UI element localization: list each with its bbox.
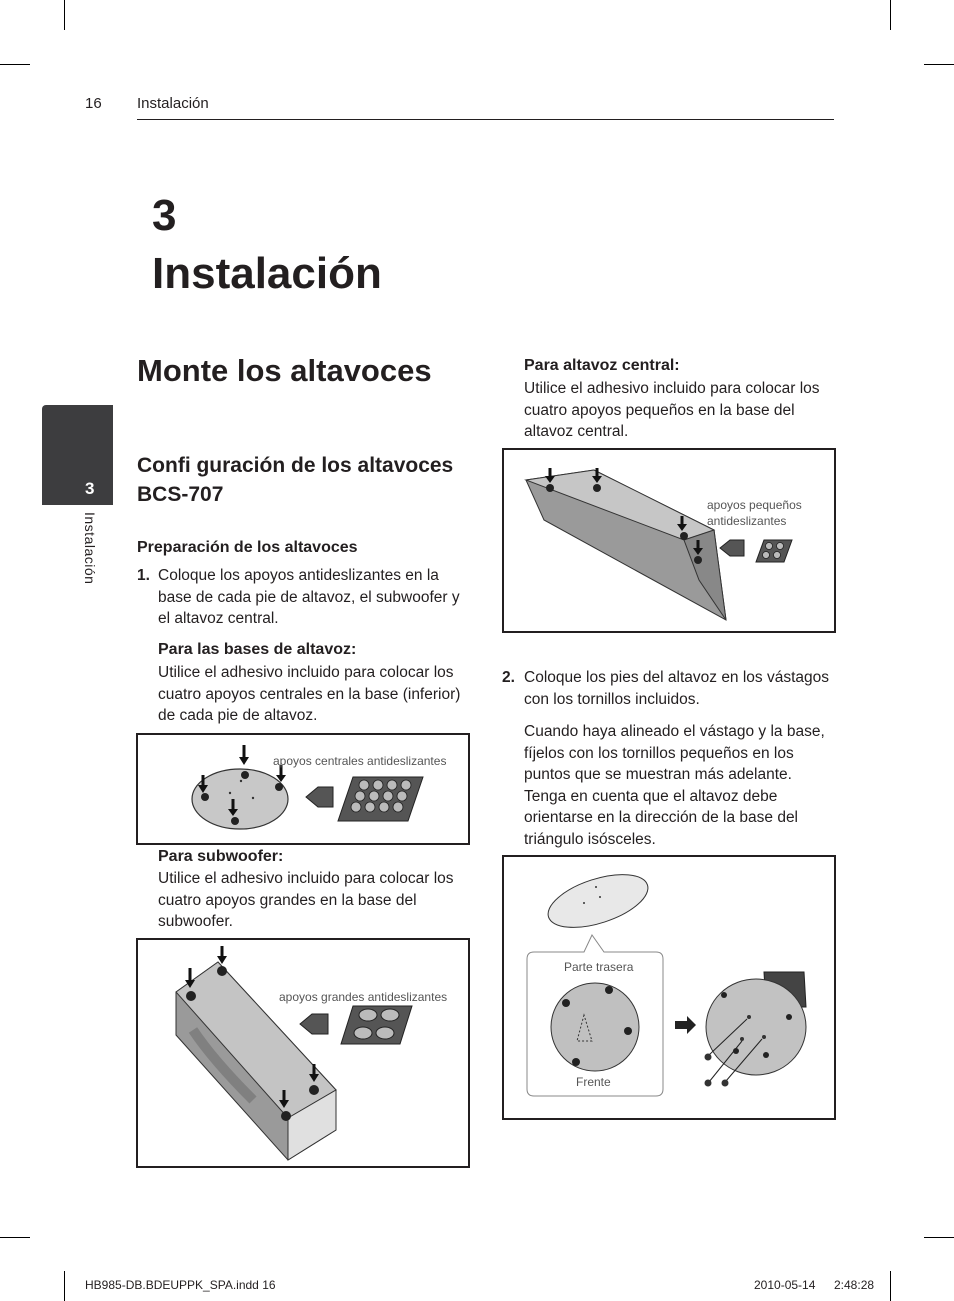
footer-date: 2010-05-14	[754, 1278, 816, 1292]
footer-time: 2:48:28	[834, 1278, 875, 1292]
chapter-tab	[42, 405, 113, 505]
figure-label-rear: Parte trasera	[564, 960, 634, 974]
step2-number: 2.	[502, 669, 515, 686]
figure-label: antideslizantes	[707, 514, 787, 528]
running-header: Instalación	[137, 95, 209, 112]
footer-file: HB985-DB.BDEUPPK_SPA.indd 16	[85, 1278, 276, 1292]
step1-text: Coloque los apoyos antideslizantes en la base de cada pie de altavoz, el subwoofer y el altavoz central.	[158, 567, 460, 627]
subwoofer-text: Utilice el adhesivo incluido para colocar los cuatro apoyos grandes en la base del subwoofer.	[158, 870, 454, 930]
subwoofer-heading: Para subwoofer:	[158, 848, 284, 865]
crop-mark	[64, 1271, 65, 1301]
subsection-heading: Confi guración de los altavoces BCS-707	[137, 454, 454, 506]
crop-mark	[0, 64, 30, 65]
step2-text: Coloque los pies del altavoz en los vástagos con los tornillos incluidos.	[524, 669, 830, 708]
bases-text: Utilice el adhesivo incluido para colocar los cuatro apoyos centrales en la base (inferior) de cada pie de altavoz.	[158, 664, 461, 724]
figure-label: apoyos pequeños	[707, 498, 802, 512]
chapter-tab-label: Instalación	[82, 512, 98, 585]
figure-label: apoyos grandes antideslizantes	[279, 990, 448, 1004]
central-speaker-illustration	[504, 450, 834, 631]
header-rule	[137, 119, 834, 120]
figure-subwoofer-pads	[136, 938, 470, 1168]
chapter-title: Instalación	[152, 249, 382, 298]
figure-base-pads	[136, 733, 470, 845]
crop-mark	[890, 0, 891, 30]
page-number: 16	[85, 95, 102, 112]
figure-label: apoyos centrales antideslizantes	[273, 754, 447, 768]
central-text: Utilice el adhesivo incluido para colocar los cuatro apoyos pequeños en la base del altavoz central.	[524, 380, 820, 440]
crop-mark	[924, 64, 954, 65]
step2-text-detail: Cuando haya alineado el vástago y la base, fíjelos con los tornillos pequeños en los puntos que se muestran más adelante. Tenga en cuenta que el altavoz debe orientarse en la dirección de la base del triángulo isósceles.	[524, 723, 825, 848]
chapter-tab-number: 3	[85, 479, 95, 498]
figure-central-pads	[502, 448, 836, 633]
crop-mark	[924, 1237, 954, 1238]
chapter-number: 3	[152, 191, 177, 240]
bases-heading: Para las bases de altavoz:	[158, 641, 357, 658]
prep-heading: Preparación de los altavoces	[137, 539, 358, 556]
step1-number: 1.	[137, 567, 150, 584]
subwoofer-illustration	[138, 940, 468, 1166]
crop-mark	[64, 0, 65, 30]
figure-stand-assembly	[502, 855, 836, 1120]
base-illustration	[138, 735, 468, 843]
central-heading: Para altavoz central:	[524, 357, 680, 374]
crop-mark	[890, 1271, 891, 1301]
figure-label-front: Frente	[576, 1075, 611, 1089]
section-heading: Monte los altavoces	[137, 353, 432, 388]
crop-mark	[0, 1237, 30, 1238]
stand-assembly-illustration	[504, 857, 834, 1118]
